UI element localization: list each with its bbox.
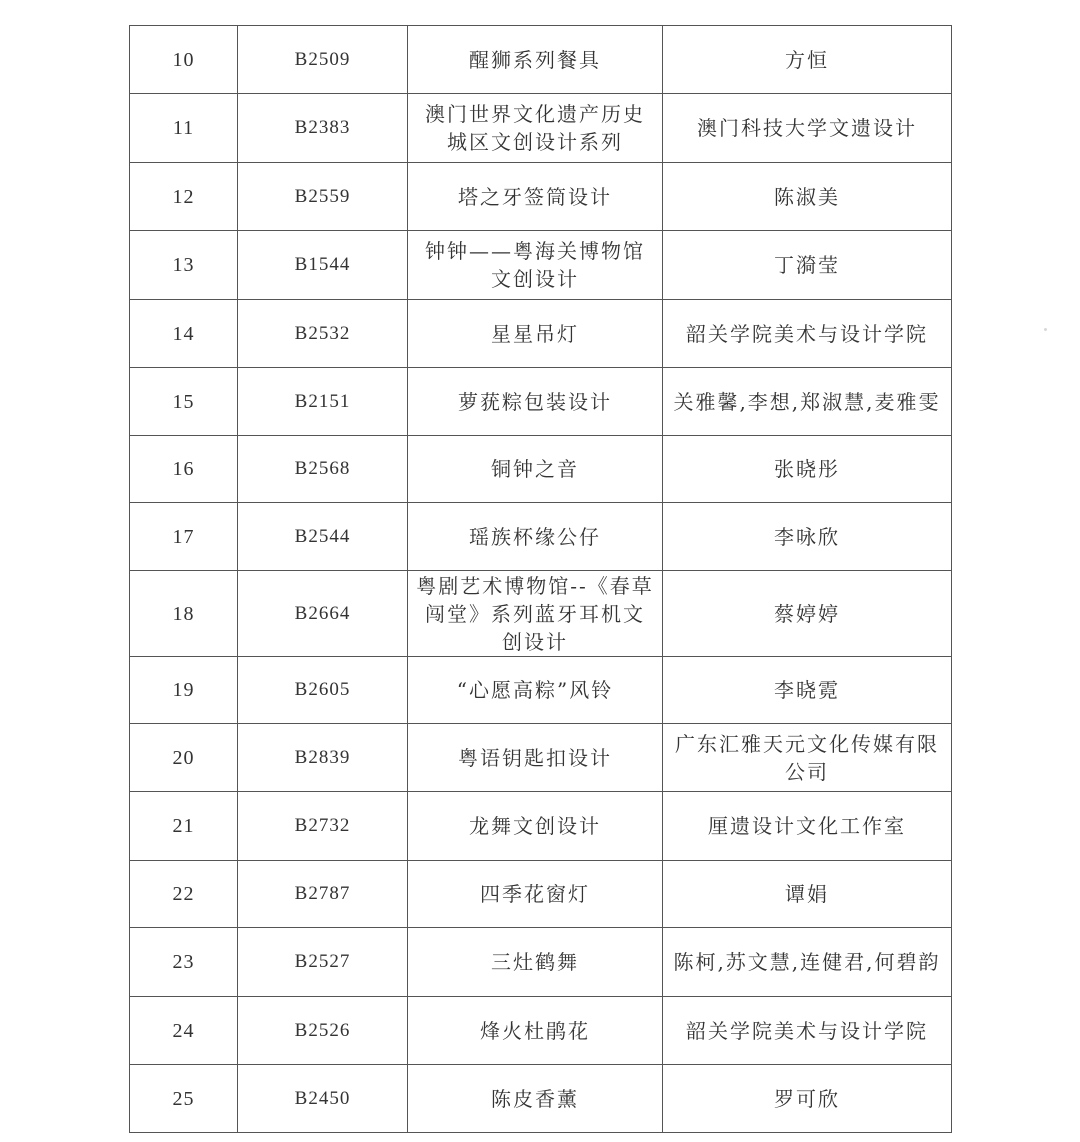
work-title: 铜钟之音	[408, 436, 663, 503]
author-name: 李晓霓	[663, 657, 952, 724]
work-title: 澳门世界文化遗产历史城区文创设计系列	[408, 94, 663, 163]
table-row	[130, 997, 952, 1065]
work-title: 钟钟——粤海关博物馆文创设计	[408, 231, 663, 300]
entry-code: B2383	[238, 94, 408, 163]
work-title: 塔之牙签筒设计	[408, 163, 663, 231]
row-number: 20	[130, 724, 238, 792]
work-title: 醒狮系列餐具	[408, 26, 663, 94]
row-number: 22	[130, 861, 238, 928]
entry-code: B2559	[238, 163, 408, 231]
table-row	[130, 792, 952, 861]
row-number: 19	[130, 657, 238, 724]
row-number: 17	[130, 503, 238, 571]
author-name: 李咏欣	[663, 503, 952, 571]
entry-code: B2544	[238, 503, 408, 571]
work-title: 星星吊灯	[408, 300, 663, 368]
entry-code: B2151	[238, 368, 408, 436]
row-number: 24	[130, 997, 238, 1065]
author-name: 韶关学院美术与设计学院	[663, 300, 952, 368]
row-number: 15	[130, 368, 238, 436]
table-row	[130, 657, 952, 724]
entry-code: B2450	[238, 1065, 408, 1133]
author-name: 韶关学院美术与设计学院	[663, 997, 952, 1065]
table-row	[130, 300, 952, 368]
entry-code: B2664	[238, 571, 408, 657]
table-row	[130, 571, 952, 657]
table-row	[130, 26, 952, 94]
entry-code: B2568	[238, 436, 408, 503]
author-name: 关雅馨,李想,郑淑慧,麦雅雯	[663, 368, 952, 436]
author-name: 丁漪莹	[663, 231, 952, 300]
row-number: 23	[130, 928, 238, 997]
table-row	[130, 368, 952, 436]
scan-speck	[1044, 328, 1047, 331]
author-name: 澳门科技大学文遗设计	[663, 94, 952, 163]
entry-code: B2787	[238, 861, 408, 928]
author-name: 谭娟	[663, 861, 952, 928]
entry-code: B2732	[238, 792, 408, 861]
author-name: 罗可欣	[663, 1065, 952, 1133]
entry-code: B2509	[238, 26, 408, 94]
entry-code: B1544	[238, 231, 408, 300]
author-name: 陈柯,苏文慧,连健君,何碧韵	[663, 928, 952, 997]
awards-table	[129, 25, 952, 1133]
table-row	[130, 928, 952, 997]
entry-code: B2839	[238, 724, 408, 792]
row-number: 18	[130, 571, 238, 657]
work-title: 粤剧艺术博物馆--《春草闯堂》系列蓝牙耳机文创设计	[408, 571, 663, 657]
author-name: 蔡婷婷	[663, 571, 952, 657]
table-row	[130, 163, 952, 231]
table-row	[130, 1065, 952, 1133]
entry-code: B2526	[238, 997, 408, 1065]
table-row	[130, 436, 952, 503]
work-title: 烽火杜鹃花	[408, 997, 663, 1065]
entry-code: B2605	[238, 657, 408, 724]
table-row	[130, 503, 952, 571]
author-name: 张晓彤	[663, 436, 952, 503]
work-title: 四季花窗灯	[408, 861, 663, 928]
table-row	[130, 861, 952, 928]
work-title: “心愿高粽”风铃	[408, 657, 663, 724]
work-title: 粤语钥匙扣设计	[408, 724, 663, 792]
author-name: 广东汇雅天元文化传媒有限公司	[663, 724, 952, 792]
entry-code: B2532	[238, 300, 408, 368]
row-number: 21	[130, 792, 238, 861]
author-name: 厘遗设计文化工作室	[663, 792, 952, 861]
row-number: 13	[130, 231, 238, 300]
table-row	[130, 231, 952, 300]
table-row	[130, 724, 952, 792]
table-row	[130, 94, 952, 163]
row-number: 10	[130, 26, 238, 94]
author-name: 陈淑美	[663, 163, 952, 231]
row-number: 14	[130, 300, 238, 368]
work-title: 陈皮香薰	[408, 1065, 663, 1133]
work-title: 三灶鹤舞	[408, 928, 663, 997]
author-name: 方恒	[663, 26, 952, 94]
row-number: 25	[130, 1065, 238, 1133]
row-number: 16	[130, 436, 238, 503]
entry-code: B2527	[238, 928, 408, 997]
work-title: 龙舞文创设计	[408, 792, 663, 861]
row-number: 12	[130, 163, 238, 231]
work-title: 瑶族杯缘公仔	[408, 503, 663, 571]
row-number: 11	[130, 94, 238, 163]
work-title: 萝莸粽包装设计	[408, 368, 663, 436]
